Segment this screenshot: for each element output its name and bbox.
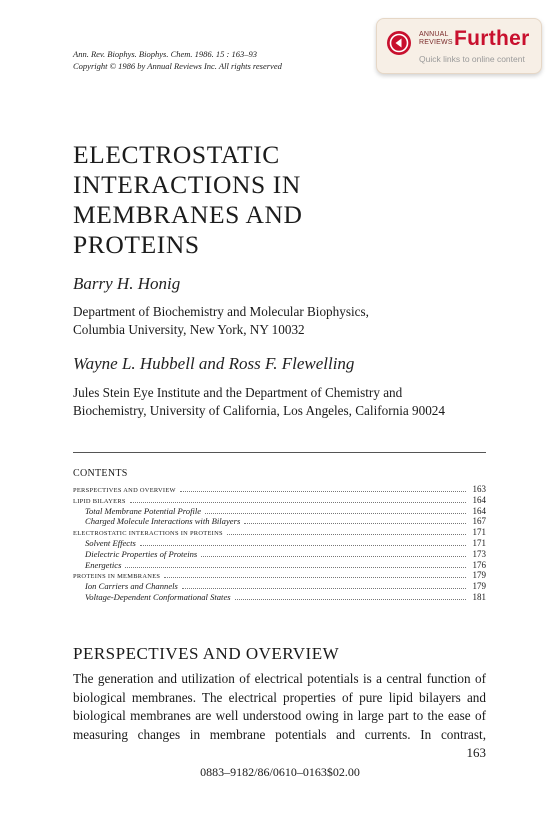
affiliation-line: Biochemistry, University of California, Los Angeles, California 90024 (73, 403, 445, 418)
toc-leader-dots (130, 502, 466, 503)
citation-line-1: Ann. Rev. Biophys. Biophys. Chem. 1986. 15 : 163–93 (73, 49, 257, 59)
toc-entry-label: Voltage-Dependent Conformational States (85, 591, 231, 602)
toc-entry-label: PERSPECTIVES AND OVERVIEW (73, 487, 176, 494)
body-line: biological membranes are well understood owing in large part to the ease of (73, 708, 486, 724)
author-names-1: Barry H. Honig (73, 274, 181, 293)
toc-entry[interactable] (73, 516, 486, 527)
toc-entry[interactable] (73, 506, 486, 517)
toc-entry-page: 171 (472, 527, 486, 538)
toc-entry[interactable] (73, 484, 486, 495)
title-line: ELECTROSTATIC (73, 140, 280, 169)
body-paragraph (73, 670, 486, 744)
title-line: MEMBRANES AND (73, 200, 303, 229)
toc-entry-page: 164 (472, 494, 486, 505)
badge-reviews-text: REVIEWS (419, 39, 453, 46)
title-line: PROTEINS (73, 230, 200, 259)
affiliation-line: Columbia University, New York, NY 10032 (73, 322, 305, 337)
toc-entry-label: Energetics (85, 559, 122, 570)
badge-subtext: Quick links to online content (419, 54, 525, 64)
toc-entry[interactable] (73, 527, 486, 538)
toc-entry[interactable] (73, 570, 486, 581)
footer-article-code: 0883–9182/86/0610–0163$02.00 (200, 765, 360, 779)
toc-leader-dots (227, 534, 466, 535)
affiliation-line: Jules Stein Eye Institute and the Department of Chemistry and (73, 385, 403, 400)
toc-leader-dots (201, 556, 466, 557)
toc-entry-page: 179 (472, 570, 486, 581)
toc-entry[interactable] (73, 538, 486, 549)
article-title (73, 140, 303, 260)
affiliation-2 (73, 384, 445, 420)
toc-entry-label: ELECTROSTATIC INTERACTIONS IN PROTEINS (73, 530, 223, 538)
toc-entry-page: 167 (472, 516, 486, 527)
toc-entry-page: 163 (472, 484, 486, 494)
toc-entry-label: PROTEINS IN MEMBRANES (73, 573, 161, 581)
toc-leader-dots (125, 567, 466, 568)
toc-entry-page: 181 (472, 591, 486, 602)
toc-leader-dots (205, 513, 466, 514)
toc-entry[interactable] (73, 549, 486, 560)
page-number: 163 (466, 745, 486, 760)
toc-leader-dots (244, 523, 466, 524)
toc-entry[interactable] (73, 560, 486, 571)
toc-entry-page: 171 (472, 537, 486, 548)
toc-leader-dots (182, 588, 466, 589)
toc-leader-dots (140, 545, 466, 546)
affiliation-1 (73, 303, 369, 339)
badge-further-text: Further (454, 27, 530, 50)
toc-entry-label: Ion Carriers and Channels (85, 581, 178, 592)
annual-reviews-further-badge[interactable] (376, 18, 542, 74)
body-line: The generation and utilization of electrical potentials is a central function of (73, 671, 486, 686)
toc-entry-page: 173 (472, 548, 486, 559)
toc-entry[interactable] (73, 592, 486, 603)
toc-entry-label: Total Membrane Potential Profile (85, 505, 202, 516)
title-line: INTERACTIONS IN (73, 170, 301, 199)
badge-brand-text (419, 31, 453, 47)
contents-heading: CONTENTS (73, 468, 128, 479)
section-heading: PERSPECTIVES AND OVERVIEW (73, 644, 340, 663)
body-line: measuring changes in membrane potentials and currents. In contrast, (73, 726, 486, 742)
affiliation-line: Department of Biochemistry and Molecular Biophysics, (73, 304, 369, 319)
toc-entry-label: Charged Molecule Interactions with Bilayers (85, 516, 241, 527)
toc-entry-label: LIPID BILAYERS (73, 497, 126, 505)
author-names-2: Wayne L. Hubbell and Ross F. Flewelling (73, 354, 355, 373)
toc-entry-label: Solvent Effects (85, 537, 136, 548)
toc-leader-dots (235, 599, 466, 600)
toc-entry-page: 176 (472, 559, 486, 570)
copyright-line: Copyright © 1986 by Annual Reviews Inc. All rights reserved (73, 61, 282, 71)
toc-leader-dots (180, 491, 466, 492)
toc-entry-page: 164 (472, 505, 486, 516)
divider-rule (73, 452, 486, 453)
toc-entry-page: 179 (472, 581, 486, 592)
annual-reviews-logo-icon (387, 31, 411, 55)
toc-leader-dots (164, 577, 466, 578)
badge-annual-text: ANNUAL (419, 31, 449, 38)
toc-entry-label: Dielectric Properties of Proteins (85, 548, 198, 559)
body-line: biological membranes. The electrical properties of pure lipid bilayers and (73, 689, 486, 705)
toc-entry[interactable] (73, 581, 486, 592)
table-of-contents (73, 484, 486, 603)
journal-citation (73, 48, 282, 72)
